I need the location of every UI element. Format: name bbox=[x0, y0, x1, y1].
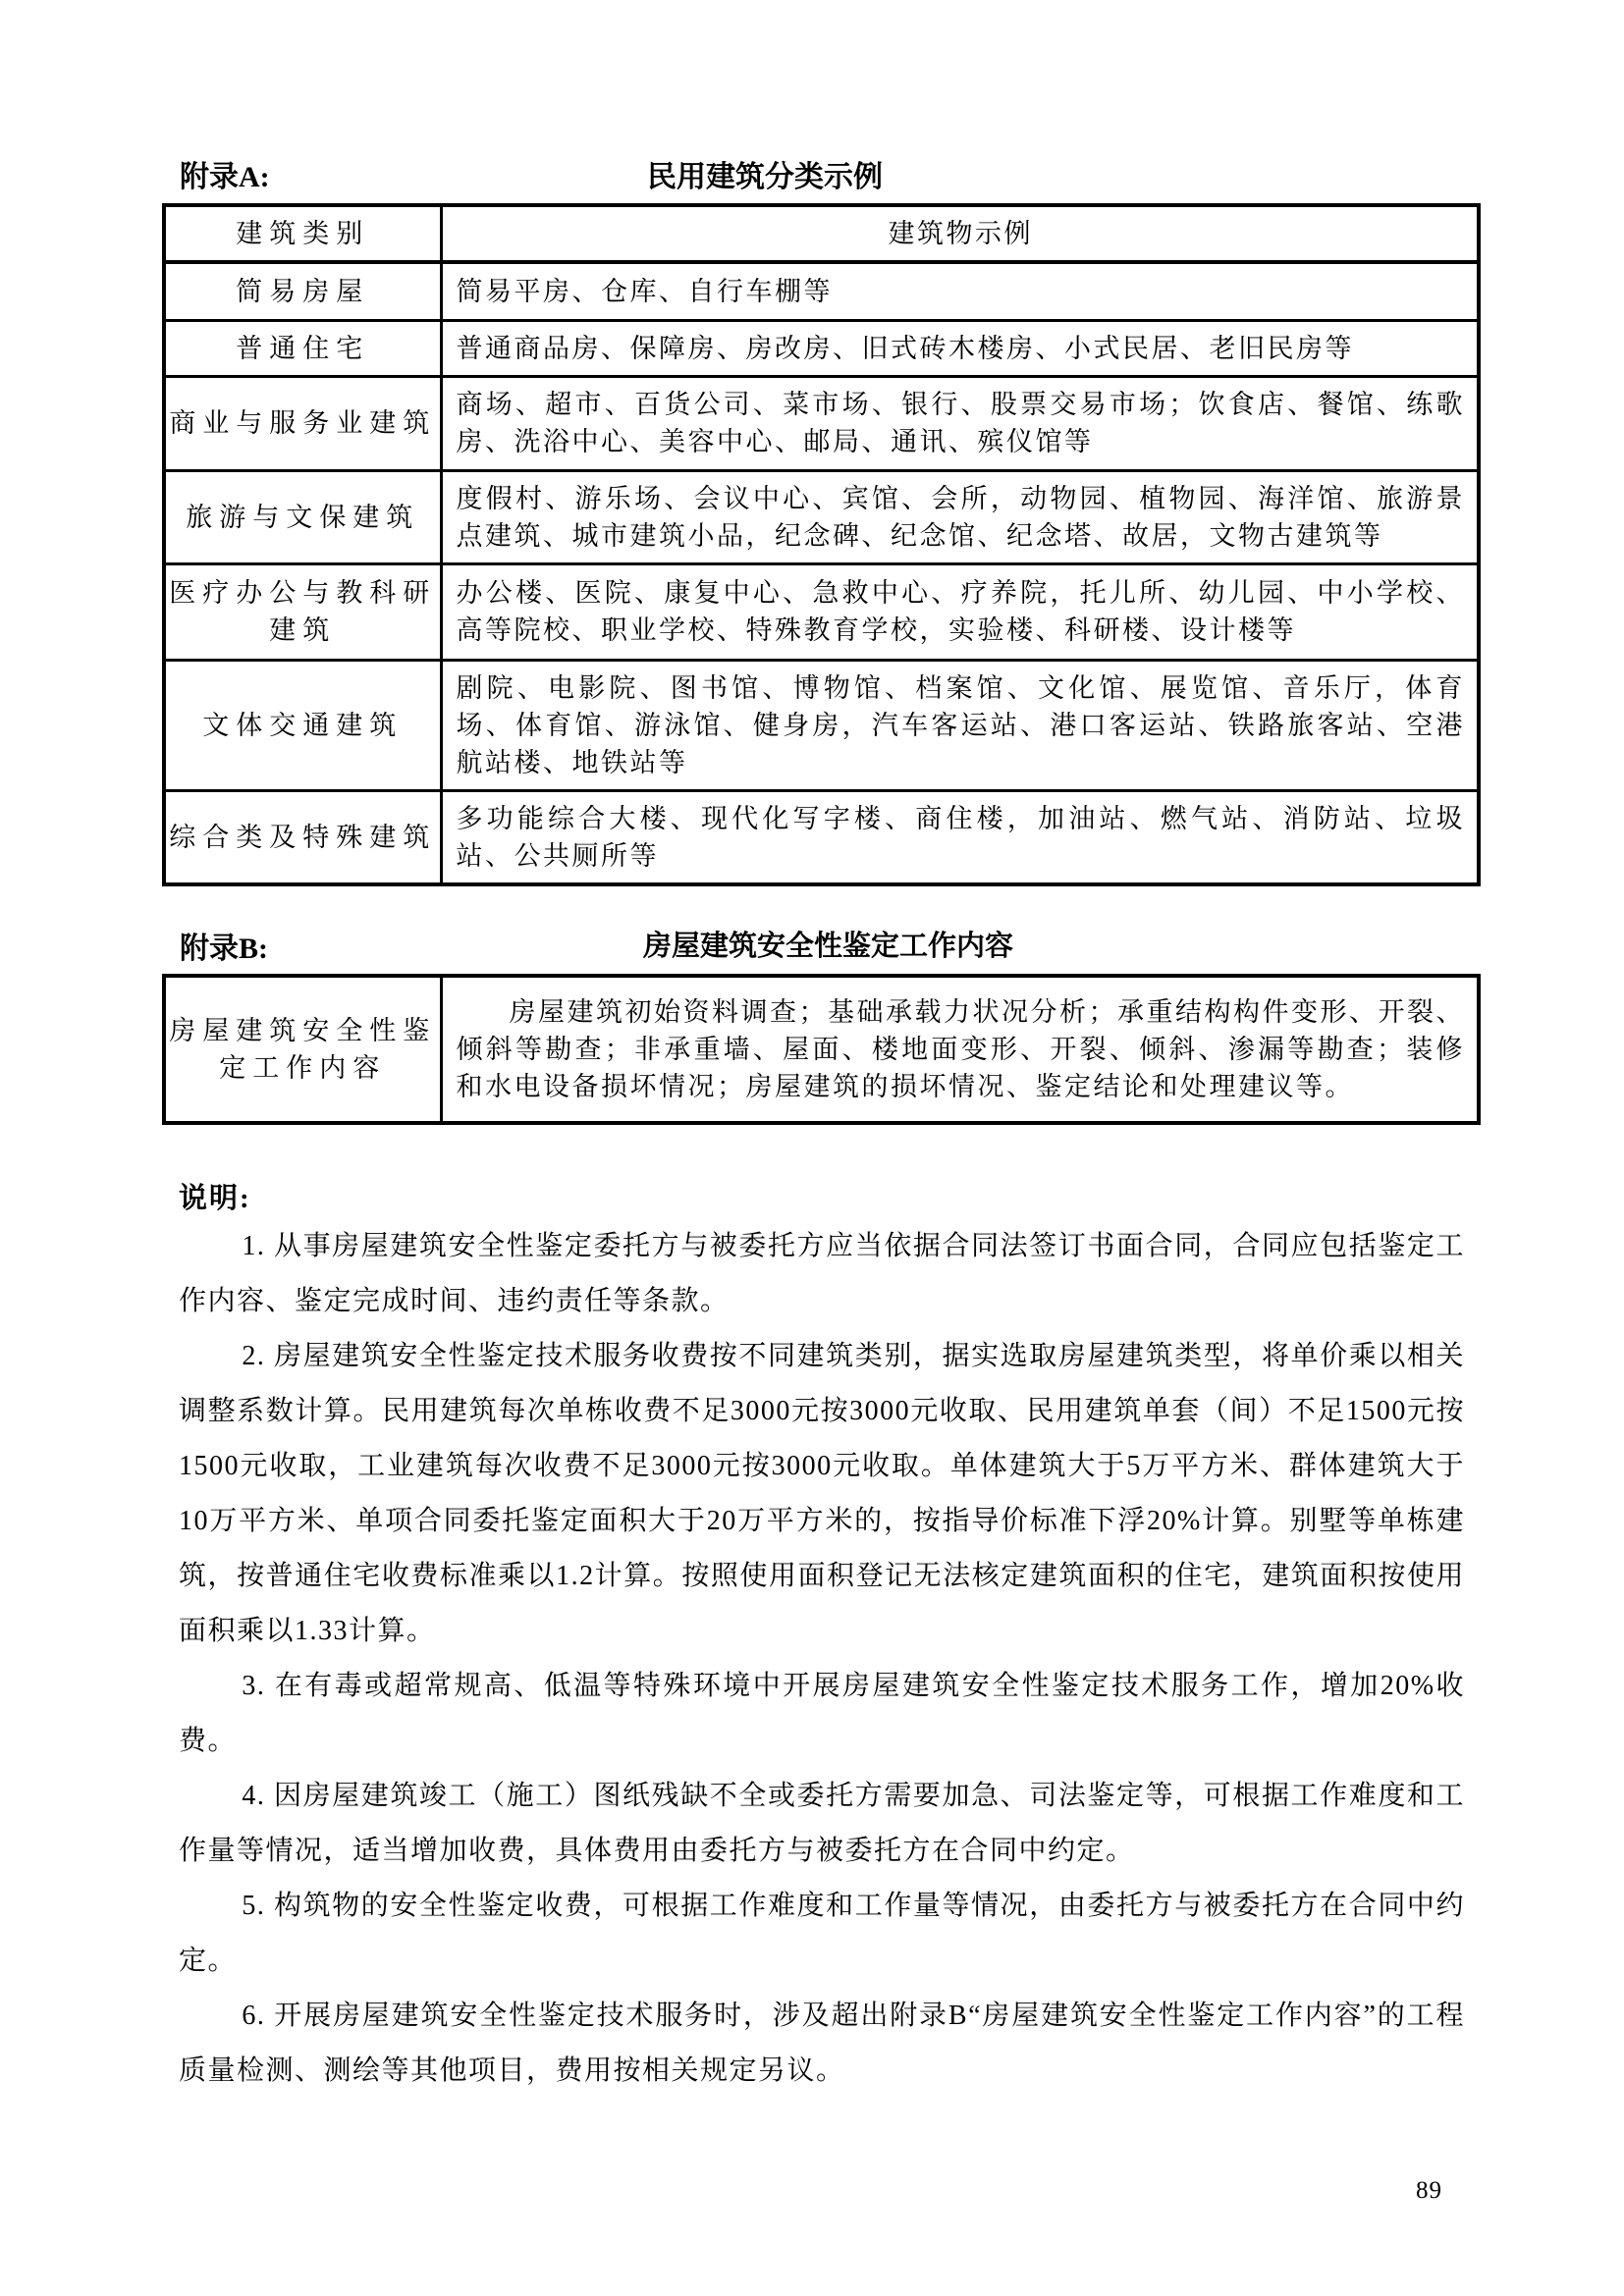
note-item: 6. 开展房屋建筑安全性鉴定技术服务时，涉及超出附录B“房屋建筑安全性鉴定工作内容”的工程质量检测、测绘等其他项目，费用按相关规定另议。 bbox=[179, 2001, 1465, 2086]
table-row bbox=[164, 470, 1479, 563]
table-row bbox=[164, 376, 1479, 470]
notes-heading: 说明: bbox=[179, 1183, 251, 1214]
row-examples: 普通商品房、保障房、房改房、旧式砖木楼房、小式民居、老旧民房等 bbox=[441, 320, 1479, 376]
row-examples: 简易平房、仓库、自行车棚等 bbox=[441, 262, 1479, 320]
table-header-row bbox=[164, 205, 1479, 262]
row-category: 房屋建筑安全性鉴定工作内容 bbox=[164, 976, 441, 1123]
note-item: 5. 构筑物的安全性鉴定收费，可根据工作难度和工作量等情况，由委托方与被委托方在合同中约定。 bbox=[179, 1891, 1465, 1976]
appendix-a-table bbox=[162, 203, 1481, 886]
table-row bbox=[164, 790, 1479, 884]
table-row bbox=[164, 262, 1479, 320]
row-category: 文体交通建筑 bbox=[164, 660, 441, 790]
column-header-category: 建筑类别 bbox=[164, 205, 441, 262]
row-category: 综合类及特殊建筑 bbox=[164, 790, 441, 884]
page-number: 89 bbox=[1416, 2177, 1442, 2204]
row-category: 普通住宅 bbox=[164, 320, 441, 376]
appendix-b-heading bbox=[162, 924, 1481, 967]
row-examples: 多功能综合大楼、现代化写字楼、商住楼，加油站、燃气站、消防站、垃圾站、公共厕所等 bbox=[441, 790, 1479, 884]
appendix-b-label: 附录B: bbox=[180, 933, 268, 965]
table-row bbox=[164, 563, 1479, 660]
table-row bbox=[164, 320, 1479, 376]
note-item: 2. 房屋建筑安全性鉴定技术服务收费按不同建筑类别，据实选取房屋建筑类型，将单价乘以相关调整系数计算。民用建筑每次单栋收费不足3000元按3000元收取、民用建筑单套（间）不足1500元按1500元收取，工业建筑每次收费不足3000元按3000元收取。单体建筑大于5万平方米、群体建筑大于10万平方米、单项合同委托鉴定面积大于20万平方米的，按指导价标准下浮20%计算。别墅等单栋建筑，按普通住宅收费标准乘以1.2计算。按照使用面积登记无法核定建筑面积的住宅，建筑面积按使用面积乘以1.33计算。 bbox=[179, 1341, 1465, 1646]
row-content: 房屋建筑初始资料调查；基础承载力状况分析；承重结构构件变形、开裂、倾斜等勘查；非承重墙、屋面、楼地面变形、开裂、倾斜、渗漏等勘查；装修和水电设备损坏情况；房屋建筑的损坏情况、鉴定结论和处理建议等。 bbox=[441, 976, 1479, 1123]
row-category: 旅游与文保建筑 bbox=[164, 470, 441, 563]
row-examples: 办公楼、医院、康复中心、急救中心、疗养院，托儿所、幼儿园、中小学校、高等院校、职业学校、特殊教育学校，实验楼、科研楼、设计楼等 bbox=[441, 563, 1479, 660]
note-item: 1. 从事房屋建筑安全性鉴定委托方与被委托方应当依据合同法签订书面合同，合同应包括鉴定工作内容、鉴定完成时间、违约责任等条款。 bbox=[179, 1231, 1465, 1316]
appendix-a-title: 民用建筑分类示例 bbox=[647, 161, 883, 193]
row-category: 简易房屋 bbox=[164, 262, 441, 320]
table-row bbox=[164, 976, 1479, 1123]
appendix-a-label: 附录A: bbox=[180, 161, 270, 193]
row-category: 医疗办公与教科研建筑 bbox=[164, 563, 441, 660]
appendix-b-title: 房屋建筑安全性鉴定工作内容 bbox=[643, 931, 1014, 962]
appendix-a-heading bbox=[162, 152, 1481, 195]
notes-section bbox=[179, 1219, 1465, 2099]
column-header-examples: 建筑物示例 bbox=[441, 205, 1479, 262]
note-item: 3. 在有毒或超常规高、低温等特殊环境中开展房屋建筑安全性鉴定技术服务工作，增加20%收费。 bbox=[179, 1671, 1465, 1756]
table-row bbox=[164, 660, 1479, 790]
appendix-b-table bbox=[162, 974, 1481, 1125]
note-item: 4. 因房屋建筑竣工（施工）图纸残缺不全或委托方需要加急、司法鉴定等，可根据工作难度和工作量等情况，适当增加收费，具体费用由委托方与被委托方在合同中约定。 bbox=[179, 1781, 1465, 1866]
row-examples: 剧院、电影院、图书馆、博物馆、档案馆、文化馆、展览馆、音乐厅，体育场、体育馆、游泳馆、健身房，汽车客运站、港口客运站、铁路旅客站、空港航站楼、地铁站等 bbox=[441, 660, 1479, 790]
row-examples: 度假村、游乐场、会议中心、宾馆、会所，动物园、植物园、海洋馆、旅游景点建筑、城市建筑小品，纪念碑、纪念馆、纪念塔、故居，文物古建筑等 bbox=[441, 470, 1479, 563]
row-category: 商业与服务业建筑 bbox=[164, 376, 441, 470]
row-examples: 商场、超市、百货公司、菜市场、银行、股票交易市场；饮食店、餐馆、练歌房、洗浴中心、美容中心、邮局、通讯、殡仪馆等 bbox=[441, 376, 1479, 470]
